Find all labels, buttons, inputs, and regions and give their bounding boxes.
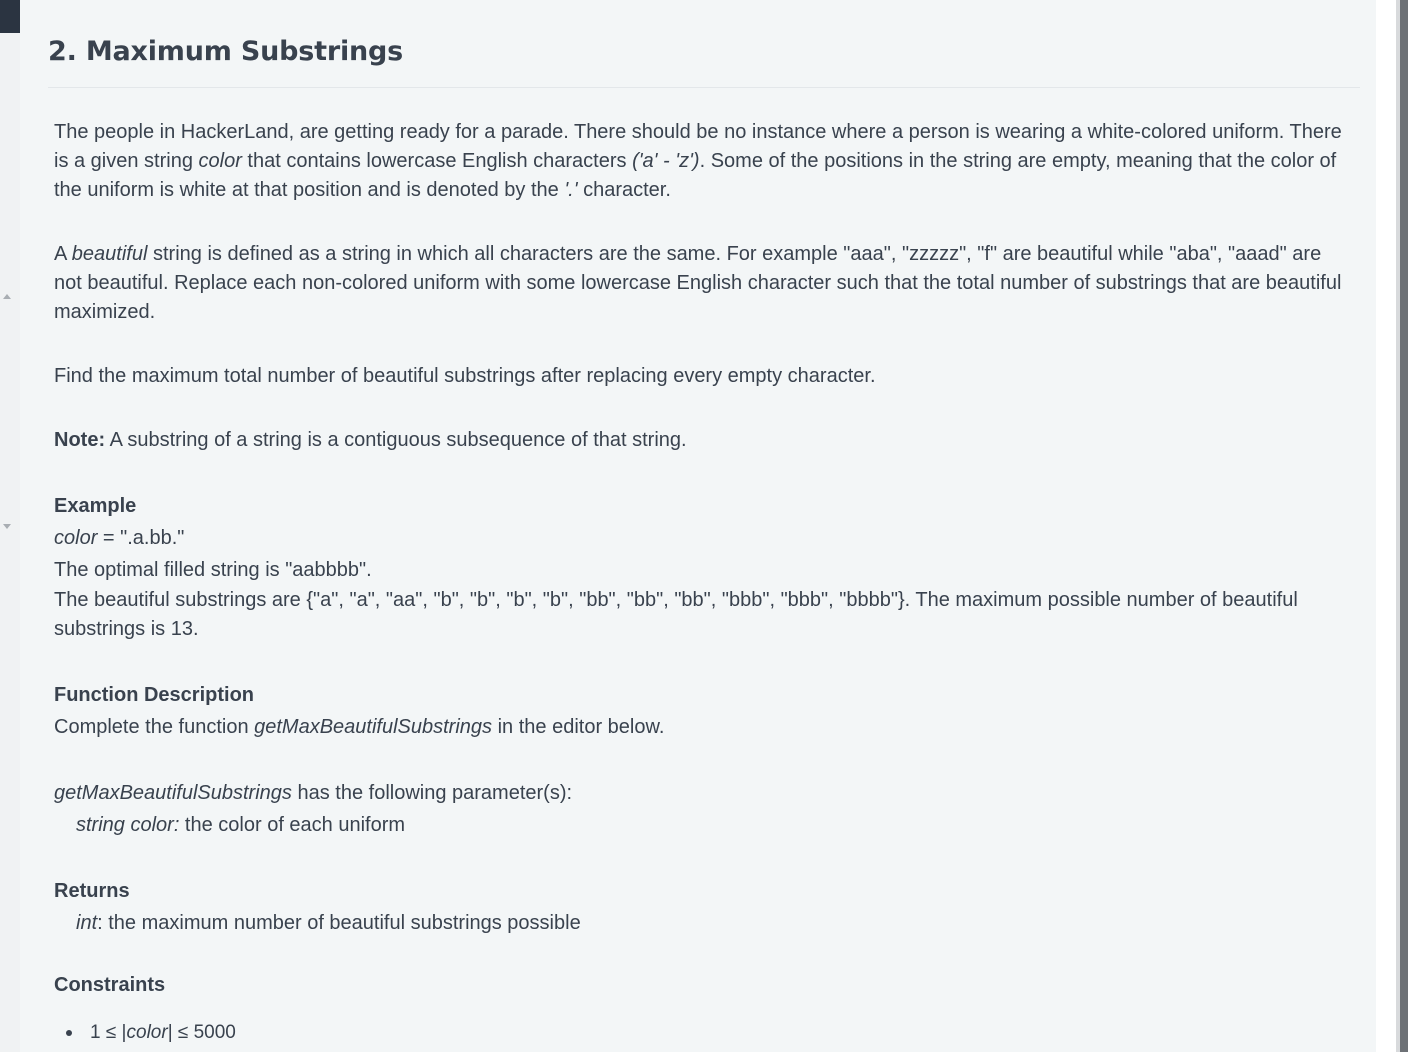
color-variable: color — [198, 150, 242, 172]
example-heading: Example — [54, 495, 137, 517]
returns-section — [54, 875, 1354, 939]
scrollbar[interactable] — [1400, 0, 1408, 1052]
function-description-heading: Function Description — [54, 684, 254, 706]
function-name: getMaxBeautifulSubstrings — [254, 716, 493, 738]
scroll-down-icon[interactable] — [3, 524, 11, 529]
description-paragraph-2: A beautiful string is defined as a string in which all characters are the same. For example "aaa", "zzzzz", "f" are beautiful while "aba", "aaad" are not beautiful. Replace each non-colored uniform with some lowercase English character such that the total number of substrings that are beautiful maximized. — [54, 243, 1342, 323]
example-input: color = ".a.bb." — [54, 527, 185, 549]
function-description-text: Complete the function getMaxBeautifulSubstrings in the editor below. — [54, 716, 665, 738]
problem-body — [54, 118, 1354, 1049]
returns-text: int: the maximum number of beautiful substrings possible — [76, 912, 581, 934]
function-description-section — [54, 679, 1354, 841]
parameter-color: string color: the color of each uniform — [76, 814, 406, 836]
constraints-section — [54, 969, 1354, 1049]
panel-right-margin — [1376, 0, 1396, 1052]
constraints-heading: Constraints — [54, 974, 166, 996]
note-label: Note: — [54, 429, 106, 451]
description-paragraph-3: Find the maximum total number of beautiful substrings after replacing every empty character. — [54, 365, 876, 387]
constraints-list — [54, 1017, 1354, 1049]
left-sidebar-gutter — [0, 0, 20, 1052]
example-explanation: The beautiful substrings are {"a", "a", "aa", "b", "b", "b", "b", "bb", "bb", "bb", "bbb", "bbb", "bbbb"}. The maximum possible number of beautiful substrings is 13. — [54, 589, 1298, 640]
example-section — [54, 490, 1354, 644]
constraint-item: 1 ≤ |color| ≤ 5000 — [54, 1017, 1354, 1049]
scroll-up-icon[interactable] — [3, 294, 11, 299]
returns-heading: Returns — [54, 880, 130, 902]
sidebar-tab[interactable] — [0, 0, 20, 33]
example-filled-string: The optimal filled string is "aabbbb". — [54, 559, 372, 581]
problem-title: 2. Maximum Substrings — [48, 36, 404, 67]
parameters-intro: getMaxBeautifulSubstrings has the following parameter(s): — [54, 782, 573, 804]
title-divider — [48, 87, 1360, 88]
description-paragraph-1: The people in HackerLand, are getting ready for a parade. There should be no instance where a person is wearing a white-colored uniform. There is a given string color that contains lowercase English characters ('a' - 'z'). Some of the positions in the string are empty, meaning that the color of the uniform is white at that position and is denoted by the '.' character. — [54, 121, 1342, 201]
note: Note: A substring of a string is a contiguous subsequence of that string. — [54, 429, 687, 451]
